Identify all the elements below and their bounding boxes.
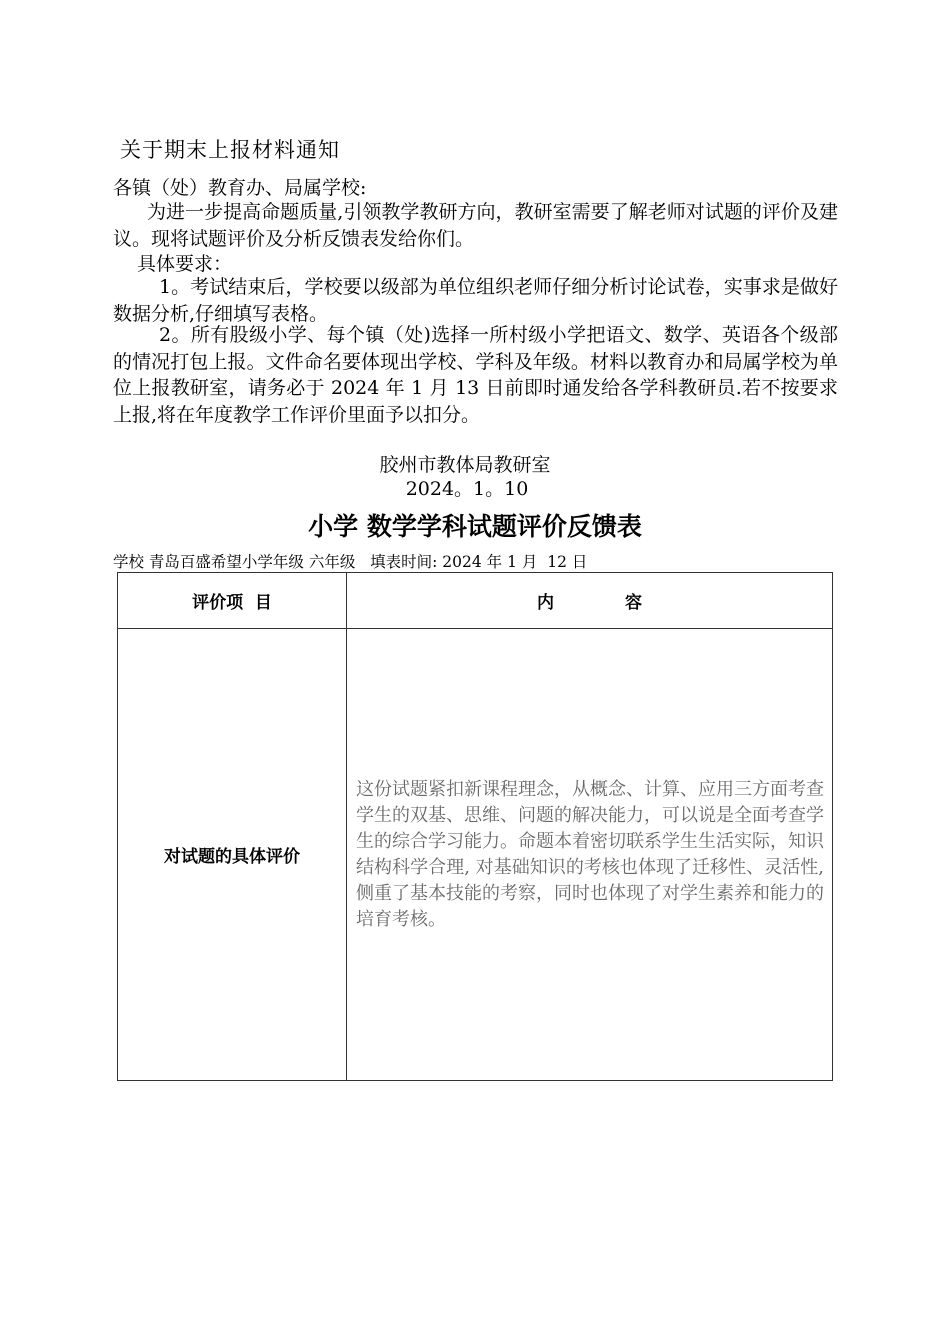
notice-title: 关于期末上报材料通知 <box>120 138 340 162</box>
signature-organization: 胶州市教体局教研室 <box>379 454 551 476</box>
header-item-cell: 评价项 目 <box>118 573 347 629</box>
table-row <box>118 629 833 1081</box>
requirement-2: 2。所有股级小学、每个镇（处)选择一所村级小学把语文、数学、英语各个级部的情况打包上报。文件命名要体现出学校、学科及年级。材料以教育办和局属学校为单位上报教研室，请务必于 2024 年 1 月 13 日前即时通发给各学科教研员.若不按要求上报,将在年度教学工作评价里面予以扣分。 <box>113 324 838 426</box>
requirement-1: 1。考试结束后，学校要以级部为单位组织老师仔细分析讨论试卷，实事求是做好数据分析,仔细填写表格。 <box>113 276 838 325</box>
table-header-row <box>118 573 833 629</box>
row-content-text: 这份试题紧扣新课程理念，从概念、计算、应用三方面考查学生的双基、思维、问题的解决能力，可以说是全面考查学生的综合学习能力。命题本着密切联系学生生活实际，知识结构科学合理, 对基础知识的考核也体现了迁移性、灵活性,侧重了基本技能的考察，同时也体现了对学生素养和能力的培育考核。 <box>356 778 824 930</box>
form-meta-line: 学校 青岛百盛希望小学年级 六年级 填表时间: 2024 年 1 月 12 日 <box>113 553 588 571</box>
signature-date: 2024。1。10 <box>405 478 529 500</box>
form-title: 小学 数学学科试题评价反馈表 <box>308 512 642 541</box>
salutation: 各镇（处）教育办、局属学校: <box>113 177 367 199</box>
requirements-heading: 具体要求： <box>137 253 233 275</box>
evaluation-table <box>117 572 833 1081</box>
row-label-cell: 对试题的具体评价 <box>118 629 347 1081</box>
intro-paragraph: 为进一步提高命题质量,引领教学教研方向，教研室需要了解老师对试题的评价及建议。现将试题评价及分析反馈表发给你们。 <box>113 201 838 250</box>
header-content-cell: 内 容 <box>347 573 833 629</box>
row-content-cell <box>347 629 833 1081</box>
